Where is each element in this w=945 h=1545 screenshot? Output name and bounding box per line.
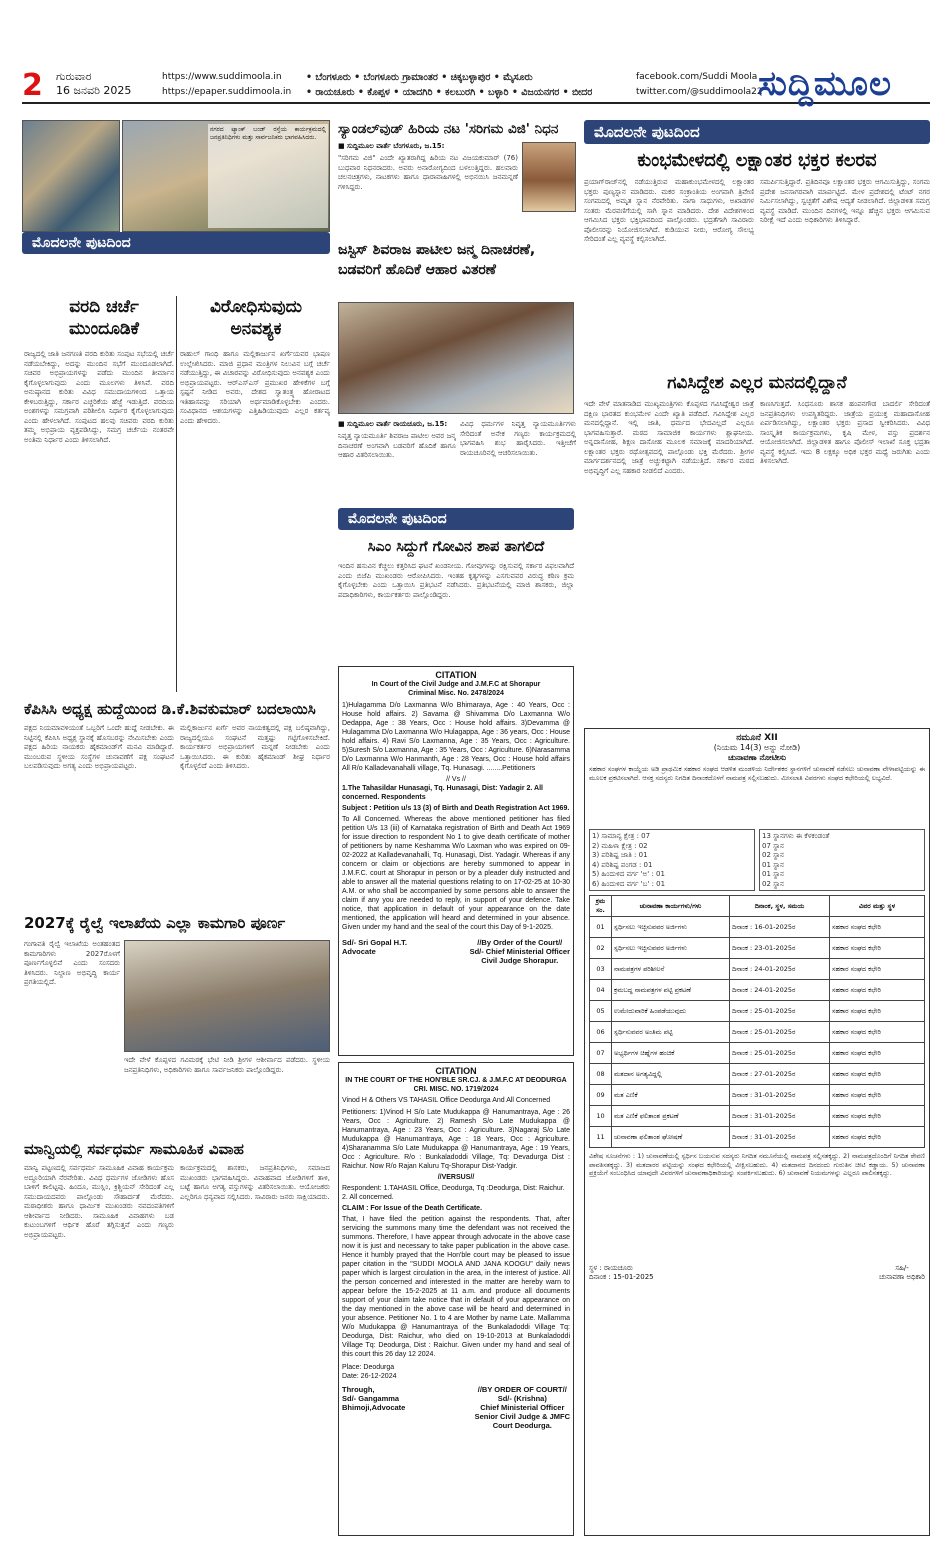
cell-place: ಸಹಕಾರ ಸಂಘದ ಕಛೇರಿ [830, 1106, 925, 1127]
article-body-kumbh-2: ಸಮರ್ಪಿಸುತ್ತಿದ್ದಾರೆ. ಪ್ರತಿದಿನವೂ ಲಕ್ಷಾಂತರ ಭಕ್ತರು ಆಗಮಿಸುತ್ತಿದ್ದು, ಸಂಗಮ ಪ್ರದೇಶ ಜನಸಾಗರವಾಗಿ ಮಾರ್ಪಟ್ಟಿದೆ. ಮೇಳ ಪ್ರದೇಶದಲ್ಲಿ ಟೆಂಟ್ ನಗರ ನಿರ್ಮಿಸಲಾಗಿದ್ದು, ಸ್ವಚ್ಛತೆಗೆ ವಿಶೇಷ ಆದ್ಯತೆ ನೀಡಲಾಗಿದೆ. ಜಿಲ್ಲಾಡಳಿತ ಸಮಗ್ರ ವ್ಯವಸ್ಥೆ ಮಾಡಿದೆ. ಮುಂದಿನ ದಿನಗಳಲ್ಲಿ ಇನ್ನೂ ಹೆಚ್ಚಿನ ಭಕ್ತರು ಆಗಮಿಸುವ ನಿರೀಕ್ಷೆ ಇದೆ ಎಂದು ಅಧಿಕಾರಿಗಳು ತಿಳಿಸಿದ್ದಾರೆ. [760, 178, 930, 224]
website-links [162, 70, 291, 100]
notice-rule: (ನಿಯಮ 14(3) ಅನ್ನು ನೋಡಿ) [713, 743, 801, 752]
section-banner-left: ಮೊದಲನೇ ಪುಟದಿಂದ [22, 232, 330, 254]
cell-serial: 01 [590, 917, 612, 938]
railway-event-photo [124, 940, 330, 1052]
citation2-petitioners: Petitioners: 1)Vinod H S/o Late Mudukappa @ Hanumantraya, Age : 26 Years, Occ : Agriculture. 2) Ramesh S/o Late Mudukappa @ Hanumantraya, Age : 23 Years, Occ : Agriculture. 3)Nagaraj S/o Late Mudukappa @ Hanumantraya, Age : 18 Years, Occ : Agriculture. 4)Sharanamma S/o Late Mudukappa @ Hanumantraya, Age : 19 Years, Occ : Agriculture. R/o : Bunkaladoddi Village, Tq: Devadurga Dist : Raichur. Now R/o Rajan Kaluru Tq-Shorapur Dist-Yadgir. [342, 1109, 570, 1170]
cell-date: ದಿನಾಂಕ : 25-01-2025ರ [730, 1001, 830, 1022]
article-body-marriage-2: ಕಾರ್ಯಕ್ರಮದಲ್ಲಿ ಶಾಸಕರು, ಜನಪ್ರತಿನಿಧಿಗಳು, ಸಮಾಜದ ಮುಖಂಡರು ಭಾಗವಹಿಸಿದ್ದರು. ವಿವಾಹವಾದ ಜೋಡಿಗಳಿಗೆ ತಾಳಿ, ಬಟ್ಟೆ ಹಾಗೂ ಅಗತ್ಯ ವಸ್ತುಗಳನ್ನು ವಿತರಿಸಲಾಯಿತು. ಆಯೋಜಕರು ಎಲ್ಲರಿಗೂ ಧನ್ಯವಾದ ಸಲ್ಲಿಸಿದರು. ಸಾವಿರಾರು ಜನರು ಸಾಕ್ಷಿಯಾದರು. [180, 1164, 330, 1201]
table-row [590, 1064, 925, 1085]
issue-day: ಗುರುವಾರ [56, 70, 92, 83]
table-row [590, 959, 925, 980]
table-row [590, 917, 925, 938]
article-body-obituary: "ಸರಿಗಮ ವಿಜಿ" ಎಂದೇ ಖ್ಯಾತರಾಗಿದ್ದ ಹಿರಿಯ ನಟ ವಿಜಯಕುಮಾರ್ (76) ಬುಧವಾರ ನಿಧನರಾದರು. ಅವರು ಅನಾರೋಗ್ಯದಿಂದ ಬಳಲುತ್ತಿದ್ದರು. ಹಲವಾರು ಚಲನಚಿತ್ರಗಳು, ನಾಟಕಗಳು ಹಾಗೂ ಧಾರಾವಾಹಿಗಳಲ್ಲಿ ಅಭಿನಯಿಸಿ ಜನಮನ್ನಣೆ ಗಳಿಸಿದ್ದರು. [338, 154, 518, 191]
cell-place: ಸಹಕಾರ ಸಂಘದ ಕಛೇರಿ [830, 1085, 925, 1106]
cell-place: ಸಹಕಾರ ಸಂಘದ ಕಛೇರಿ [830, 917, 925, 938]
citation2-place-date: Place: Deodurga Date: 26-12-2024 [342, 1364, 397, 1380]
cell-date: ದಿನಾಂಕ : 27-01-2025ರ [730, 1064, 830, 1085]
col-serial: ಕ್ರಮ ಸಂ. [590, 896, 612, 917]
notice-reservation-box: 1) ಸಾಮಾನ್ಯ ಕ್ಷೇತ್ರ : 07 2) ಮಹಿಳಾ ಕ್ಷೇತ್ರ : 02 3) ಪರಿಶಿಷ್ಟ ಜಾತಿ : 01 4) ಪರಿಶಿಷ್ಟ ಪಂಗಡ : 01 5) ಹಿಂದುಳಿದ ವರ್ಗ 'ಅ' : 01 6) ಹಿಂದುಳಿದ ವರ್ಗ 'ಬ' : 01 [589, 829, 755, 891]
citation-notice-deodurga [338, 1062, 574, 1536]
table-row [590, 980, 925, 1001]
cell-date: ದಿನಾಂಕ : 25-01-2025ರ [730, 1043, 830, 1064]
table-header-row [590, 896, 925, 917]
cell-serial: 08 [590, 1064, 612, 1085]
election-notice [584, 728, 930, 1536]
cities-line-2: • ರಾಯಚೂರು • ಕೊಪ್ಪಳ • ಯಾದಗಿರಿ • ಕಲಬುರಗಿ • ಬಳ್ಳಾರಿ • ವಿಜಯನಗರ • ಬೀದರ [306, 87, 593, 98]
citation2-advocate: Through, Sd/- Gangamma Bhimoji,Advocate [342, 1385, 406, 1412]
cell-task: ಮತ ಎಣಿಕೆ ಫಲಿತಾಂಶ ಪ್ರಕಟಣೆ [612, 1106, 730, 1127]
table-row [590, 1043, 925, 1064]
article-body-virodha: ರಾಹುಲ್ ಗಾಂಧಿ ಹಾಗೂ ಮಲ್ಲಿಕಾರ್ಜುನ ಖರ್ಗೆಯವರ ಭಾಷಣ ಉಲ್ಲೇಖಿಸಿದರು. ಮಾಜಿ ಪ್ರಧಾನ ಮಂತ್ರಿಗಳ ನಿಲುವಿನ ಬಗ್ಗೆ ಚರ್ಚೆ ನಡೆಯುತ್ತಿದ್ದು, ಈ ವಿಚಾರವನ್ನು ವಿರೋಧಿಸುವುದು ಅನವಶ್ಯಕ ಎಂದು ಅಭಿಪ್ರಾಯಪಟ್ಟರು. ಆರ್‌ಎಸ್‌ಎಸ್ ಪ್ರಮುಖರ ಹೇಳಿಕೆಗಳ ಬಗ್ಗೆ ಸ್ಪಷ್ಟನೆ ನೀಡಿದ ಅವರು, ದೇಶದ ಸ್ವಾತಂತ್ರ್ಯ ಹೋರಾಟದ ಇತಿಹಾಸವನ್ನು ಸರಿಯಾಗಿ ಅರ್ಥಮಾಡಿಕೊಳ್ಳಬೇಕು ಎಂದರು. ಸಂವಿಧಾನದ ಆಶಯಗಳನ್ನು ಎತ್ತಿಹಿಡಿಯುವುದು ಎಲ್ಲರ ಕರ್ತವ್ಯ ಎಂದು ಹೇಳಿದರು. [180, 350, 330, 425]
cell-place: ಸಹಕಾರ ಸಂಘದ ಕಛೇರಿ [830, 1127, 925, 1148]
citation-notice-shorapur [338, 666, 574, 1056]
headline-obituary: ಸ್ಯಾಂಡಲ್‌ವುಡ್ ಹಿರಿಯ ನಟ 'ಸರಿಗಮ ವಿಜಿ' ನಿಧನ [338, 121, 559, 137]
cell-serial: 02 [590, 938, 612, 959]
headline-kpcc: ಕೆಪಿಸಿಸಿ ಅಧ್ಯಕ್ಷ ಹುದ್ದೆಯಿಂದ ಡಿ.ಕೆ.ಶಿವಕುಮಾರ್ ಬದಲಾಯಿಸಿ [24, 700, 316, 718]
event-photo-left [22, 120, 120, 232]
cell-serial: 06 [590, 1022, 612, 1043]
citation-court-order: //By Order of the Court// Sd/- Chief Ministerial Officer Civil Judge Shorapur. [469, 938, 570, 965]
col-task: ಚುನಾವಣಾ ಕಾರ್ಯಗಳು/ಗಳು [612, 896, 730, 917]
cell-task: ಚುನಾವಣಾ ಫಲಿತಾಂಶ ಘೋಷಣೆ [612, 1127, 730, 1148]
citation-vs: // Vs // [446, 776, 466, 783]
article-body-varadi: ರಾಜ್ಯದಲ್ಲಿ ಜಾತಿ ಜನಗಣತಿ ವರದಿ ಕುರಿತು ಸಂಪುಟ ಸಭೆಯಲ್ಲಿ ಚರ್ಚೆ ನಡೆಯಬೇಕಿದ್ದು, ಅದನ್ನು ಮುಂದಿನ ಸಭೆಗೆ ಮುಂದೂಡಲಾಗಿದೆ. ಸಚಿವರ ಅಭಿಪ್ರಾಯಗಳನ್ನು ಪಡೆದು ಮುಂದಿನ ತೀರ್ಮಾನ ಕೈಗೊಳ್ಳಲಾಗುವುದು ಎಂದು ಮೂಲಗಳು ತಿಳಿಸಿವೆ. ವರದಿ ಅನುಷ್ಠಾನದ ಕುರಿತು ವಿವಿಧ ಸಮುದಾಯಗಳಿಂದ ಒತ್ತಾಯ ಕೇಳಿಬರುತ್ತಿದ್ದು, ಸರ್ಕಾರ ಎಚ್ಚರಿಕೆಯ ಹೆಜ್ಜೆ ಇಡುತ್ತಿದೆ. ವರದಿಯ ಅಂಶಗಳನ್ನು ಸಮಗ್ರವಾಗಿ ಪರಿಶೀಲಿಸಿ ನಿರ್ಧಾರ ಕೈಗೊಳ್ಳಲಾಗುವುದು ಎಂದು ಹೇಳಲಾಗಿದೆ. ಸಂಪುಟದ ಹಲವು ಸಚಿವರು ವರದಿ ಕುರಿತು ತಮ್ಮ ಅಭಿಪ್ರಾಯ ವ್ಯಕ್ತಪಡಿಸಿದ್ದು, ಸಮಗ್ರ ಚರ್ಚೆಯ ನಂತರವೇ ಅಂತಿಮ ನಿರ್ಧಾರ ಎಂದು ತಿಳಿಸಲಾಗಿದೆ. [24, 350, 174, 444]
citation-advocate: Sd/- Sri Gopal H.T. Advocate [342, 938, 408, 956]
citation2-parties: Vinod H & Others VS TAHASIL Office Deodurga And All Concerned [342, 1097, 551, 1104]
citation2-claim: CLAIM : For Issue of the Death Certificate. [342, 1205, 483, 1212]
citation2-case-number: CRI. MISC. NO. 1719/2024 [413, 1086, 499, 1093]
cell-task: ಮತದಾನ ಅಗತ್ಯವಿದ್ದಲ್ಲಿ [612, 1064, 730, 1085]
justice-event-photo [338, 302, 574, 414]
article-body-kpcc-2: ಮಲ್ಲಿಕಾರ್ಜುನ ಖರ್ಗೆ ಅವರ ನಾಯಕತ್ವದಲ್ಲಿ ಪಕ್ಷ ಬಲಿಷ್ಠವಾಗಿದ್ದು, ರಾಜ್ಯದಲ್ಲಿಯೂ ಸಂಘಟನೆ ಮತ್ತಷ್ಟು ಗಟ್ಟಿಗೊಳಿಸಬೇಕಿದೆ. ಕಾರ್ಯಕರ್ತರ ಅಭಿಪ್ರಾಯಗಳಿಗೆ ಮನ್ನಣೆ ನೀಡಬೇಕು ಎಂದು ಒತ್ತಾಯಿಸಿದರು. ಈ ಕುರಿತು ಹೈಕಮಾಂಡ್ ಶೀಘ್ರ ನಿರ್ಧಾರ ಕೈಗೊಳ್ಳಲಿದೆ ಎಂದು ತಿಳಿಸಿದರು. [180, 724, 330, 770]
article-body-kpcc-1: ಪಕ್ಷದ ನಿಯಮಾವಳಿಯಂತೆ ಒಬ್ಬರಿಗೆ ಒಂದೇ ಹುದ್ದೆ ನೀಡಬೇಕು. ಈ ನಿಟ್ಟಿನಲ್ಲಿ ಕೆಪಿಸಿಸಿ ಅಧ್ಯಕ್ಷ ಸ್ಥಾನಕ್ಕೆ ಹೊಸಬರನ್ನು ನೇಮಿಸಬೇಕು ಎಂದು ಪಕ್ಷದ ಹಿರಿಯ ನಾಯಕರು ಹೈಕಮಾಂಡ್‌ಗೆ ಮನವಿ ಮಾಡಿದ್ದಾರೆ. ಮುಂಬರುವ ಸ್ಥಳೀಯ ಸಂಸ್ಥೆಗಳ ಚುನಾವಣೆಗೆ ಪಕ್ಷ ಸಂಘಟನೆ ಬಲಪಡಿಸುವುದು ಅಗತ್ಯ ಎಂದು ಅಭಿಪ್ರಾಯಪಟ್ಟರು. [24, 724, 174, 770]
citation-respondent: 1.The Tahasildar Hunasagi, Tq. Hunasagi, Dist: Yadagir 2. All concerned. Respondents [342, 785, 543, 801]
headline-kumbh: ಕುಂಭಮೇಳದಲ್ಲಿ ಲಕ್ಷಾಂತರ ಭಕ್ತರ ಕಲರವ [637, 150, 877, 171]
citation2-court-order: //BY ORDER OF COURT// Sd/- (Krishna) Chief Ministerial Officer Senior Civil Judge & JMFC Court Deodurga. [474, 1385, 570, 1430]
article-body-railway: ಗಂಗಾವತಿ ರೈಲ್ವೆ ಇಲಾಖೆಯ ಅಂತಹಂತದ ಕಾಮಗಾರಿಗಳು 2027ರೊಳಗೆ ಪೂರ್ಣಗೊಳ್ಳಲಿವೆ ಎಂದು ಸಂಸದರು ತಿಳಿಸಿದರು. ನಿಲ್ದಾಣ ಅಭಿವೃದ್ಧಿ ಕಾರ್ಯ ಪ್ರಗತಿಯಲ್ಲಿದೆ. [24, 940, 120, 986]
cell-task: ನಾಮಪತ್ರಗಳ ಪರಿಶೀಲನೆ [612, 959, 730, 980]
cell-serial: 07 [590, 1043, 612, 1064]
cell-date: ದಿನಾಂಕ : 23-01-2025ರ [730, 938, 830, 959]
cities-line-1: • ಬೆಂಗಳೂರು • ಬೆಂಗಳೂರು ಗ್ರಾಮಾಂತರ • ಚಿಕ್ಕಬಳ್ಳಾಪುರ • ಮೈಸೂರು [306, 72, 533, 83]
election-schedule-table [589, 895, 925, 1148]
facebook-link[interactable]: facebook.com/Suddi Moola [636, 72, 758, 82]
article-body-cm: ಇಂದಿನ ಹಸುವಿನ ಕೆಚ್ಚಲು ಕತ್ತರಿಸಿದ ಘಟನೆ ಖಂಡನೀಯ. ಗೋವುಗಳನ್ನು ರಕ್ಷಿಸುವಲ್ಲಿ ಸರ್ಕಾರ ವಿಫಲವಾಗಿದೆ ಎಂದು ಬಿಜೆಪಿ ಮುಖಂಡರು ಆರೋಪಿಸಿದರು. ಇಂತಹ ಕೃತ್ಯಗಳನ್ನು ಎಸಗುವವರ ವಿರುದ್ಧ ಕಠಿಣ ಕ್ರಮ ಕೈಗೊಳ್ಳಬೇಕು ಎಂದು ಒತ್ತಾಯಿಸಿ ಪ್ರತಿಭಟನೆ ನಡೆಸಿದರು. ಪ್ರತಿಭಟನೆಯಲ್ಲಿ ಮಾಜಿ ಶಾಸಕರು, ಜಿಲ್ಲಾ ಪದಾಧಿಕಾರಿಗಳು, ಕಾರ್ಯಕರ್ತರು ಪಾಲ್ಗೊಂಡಿದ್ದರು. [338, 562, 574, 599]
notice-instructions: ವಿಶೇಷ ಸೂಚನೆಗಳು : 1) ಚುನಾವಣೆಯಲ್ಲಿ ಸ್ಪರ್ಧಿಸ ಬಯಸುವ ಸದಸ್ಯರು ನಿಗದಿತ ನಮೂನೆಯಲ್ಲಿ ನಾಮಪತ್ರ ಸಲ್ಲಿಸತಕ್ಕದ್ದು. 2) ನಾಮಪತ್ರದೊಂದಿಗೆ ನಿಗದಿತ ಠೇವಣಿ ಪಾವತಿಸತಕ್ಕದ್ದು. 3) ಮತದಾರರ ಪಟ್ಟಿಯನ್ನು ಸಂಘದ ಕಛೇರಿಯಲ್ಲಿ ವೀಕ್ಷಿಸಬಹುದು. 4) ಮತದಾನದ ದಿನದಂದು ಗುರುತಿನ ಚೀಟಿ ಕಡ್ಡಾಯ. 5) ಚುನಾವಣಾ ಪ್ರಕ್ರಿಯೆಗೆ ಸಂಬಂಧಿಸಿದ ಯಾವುದೇ ವಿವರಗಳಿಗೆ ಚುನಾವಣಾಧಿಕಾರಿಯನ್ನು ಸಂಪರ್ಕಿಸಬಹುದು. 6) ಚುನಾವಣೆ ನಿಯಮಗಳನ್ನು ಎಲ್ಲರೂ ಪಾಲಿಸತಕ್ಕದ್ದು. [589, 1152, 925, 1177]
article-body-gavisiddesha-1: ಇದೇ ವೇಳೆ ಮಾತನಾಡಿದ ಮುಖ್ಯಮಂತ್ರಿಗಳು ಕೊಪ್ಪಳದ ಗವಿಸಿದ್ದೇಶ್ವರ ಜಾತ್ರೆ ದಕ್ಷಿಣ ಭಾರತದ ಕುಂಭಮೇಳ ಎಂದೇ ಖ್ಯಾತಿ ಪಡೆದಿದೆ. ಗವಿಸಿದ್ದೇಶ ಎಲ್ಲರ ಮನದಲ್ಲಿದ್ದಾನೆ. ಇಲ್ಲಿ ಜಾತಿ, ಧರ್ಮದ ಭೇದವಿಲ್ಲದೆ ಎಲ್ಲರೂ ಭಾಗವಹಿಸುತ್ತಾರೆ. ಮಠದ ಸಾಮಾಜಿಕ ಕಾರ್ಯಗಳು ಶ್ಲಾಘನೀಯ. ಅನ್ನದಾಸೋಹ, ಶಿಕ್ಷಣ ದಾಸೋಹ ಮೂಲಕ ಸಮಾಜಕ್ಕೆ ಮಾದರಿಯಾಗಿದೆ. ಲಕ್ಷಾಂತರ ಭಕ್ತರು ರಥೋತ್ಸವದಲ್ಲಿ ಪಾಲ್ಗೊಂಡು ಭಕ್ತಿ ಮೆರೆದರು. ಶ್ರೀಗಳ ಮಾರ್ಗದರ್ಶನದಲ್ಲಿ ಜಾತ್ರೆ ಅಚ್ಚುಕಟ್ಟಾಗಿ ನಡೆಯುತ್ತಿದೆ. ಸರ್ಕಾರ ಮಠದ ಅಭಿವೃದ್ಧಿಗೆ ಎಲ್ಲ ಸಹಕಾರ ನೀಡಲಿದೆ ಎಂದರು. [584, 400, 754, 475]
article-body-justice-1: ನಿವೃತ್ತ ನ್ಯಾಯಮೂರ್ತಿ ಶಿವರಾಜ ಪಾಟೀಲ ಅವರ ಜನ್ಮ ದಿನಾಚರಣೆ ಅಂಗವಾಗಿ ಬಡವರಿಗೆ ಹೊದಿಕೆ ಹಾಗೂ ಆಹಾರ ವಿತರಿಸಲಾಯಿತು. [338, 432, 456, 459]
edition-cities [306, 70, 592, 100]
notice-signature: ಸಹಿ/- ಚುನಾವಣಾ ಅಧಿಕಾರಿ [879, 1264, 925, 1281]
notice-heading: ಚುನಾವಣಾ ನೋಟೀಸು [727, 753, 787, 762]
headline-justice: ಜಸ್ಟಿಸ್ ಶಿವರಾಜ ಪಾಟೀಲ ಜನ್ಮ ದಿನಾಚರಣೆ, ಬಡವರಿಗೆ ಹೊದಿಕೆ ಆಹಾರ ವಿತರಣೆ [338, 242, 536, 278]
photo-caption: ನಗರದ ಟ್ಯಾಂಕ್ ಬಂಡ್ ರಸ್ತೆಯ ಕಾರ್ಯಕ್ರಮದಲ್ಲಿ ಜನಪ್ರತಿನಿಧಿಗಳು ಮತ್ತು ಸಾರ್ವಜನಿಕರು ಭಾಗವಹಿಸಿದರು. [208, 124, 328, 228]
cell-serial: 05 [590, 1001, 612, 1022]
headline-gavisiddesha: ಗವಿಸಿದ್ದೇಶ ಎಲ್ಲರ ಮನದಲ್ಲಿದ್ದಾನೆ [667, 373, 847, 393]
citation-subject: Subject : Petition u/s 13 (3) of Birth and Death Registration Act 1969. [342, 805, 570, 812]
article-body-railway-2: ಇದೇ ವೇಳೆ ಕೊಪ್ಪಳದ ಗವಿಮಠಕ್ಕೆ ಭೇಟಿ ನೀಡಿ ಶ್ರೀಗಳ ಆಶೀರ್ವಾದ ಪಡೆದರು. ಸ್ಥಳೀಯ ಜನಪ್ರತಿನಿಧಿಗಳು, ಅಧಿಕಾರಿಗಳು ಹಾಗೂ ಸಾರ್ವಜನಿಕರು ಪಾಲ್ಗೊಂಡಿದ್ದರು. [124, 1056, 330, 1074]
cell-serial: 03 [590, 959, 612, 980]
headline-railway: 2027ಕ್ಕೆ ರೈಲ್ವೆ ಇಲಾಖೆಯ ಎಲ್ಲಾ ಕಾಮಗಾರಿ ಪೂರ್ಣ [24, 914, 286, 932]
col-date: ದಿನಾಂಕ, ಸ್ಥಳ, ಸಮಯ [730, 896, 830, 917]
cell-serial: 04 [590, 980, 612, 1001]
cell-date: ದಿನಾಂಕ : 31-01-2025ರ [730, 1127, 830, 1148]
cell-task: ಸ್ಪರ್ಧಿಸುವವರ ಅಂತಿಮ ಪಟ್ಟಿ [612, 1022, 730, 1043]
citation2-versus: //VERSUS// [437, 1174, 475, 1181]
section-banner-right: ಮೊದಲನೇ ಪುಟದಿಂದ [584, 120, 930, 144]
article-body-justice-2: ವಿವಿಧ ಧರ್ಮಗಳ ನಿವೃತ್ತ ನ್ಯಾಯಮೂರ್ತಿಗಳು ಸೇರಿದಂತೆ ಅನೇಕ ಗಣ್ಯರು ಕಾರ್ಯಕ್ರಮದಲ್ಲಿ ಭಾಗವಹಿಸಿ ಶುಭ ಹಾರೈಸಿದರು. ಇತ್ತೀಚೆಗೆ ರಾಯಚೂರಿನಲ್ಲಿ ಆಚರಿಸಲಾಯಿತು. [460, 420, 576, 457]
cell-serial: 09 [590, 1085, 612, 1106]
col-place: ವಿವರ ಮತ್ತು ಸ್ಥಳ [830, 896, 925, 917]
citation-body: To All Concerned. Whereas the above mentioned petitioner has filed petition U/s 13 (iii) of Karnataka registration of Birth and Death Act 1969 for issue direction to respondent No 1 to give death certificate of mother of petitioners by name Keshamma W/o Laxman who was expired on 09-02-2022 at Kalladevanahalli, Tq. Hunasagi, Dist. Yadagir. Whereas if any concern or claim or objections are hereby summoned to appear in J.M.F.C. court at Shorapur in person or by a pleader duly instructed and able to answer all the material questions relating to on 17-02-25 at 10-30 A.M. or who shall be accompanied by some persons able to answer the claim if any you are needed to reply, in support of your defence. Take notice, that application in default of your appearance on the date mentioned, the application will heard and determined in your absence. Given under my hand and the seal of the court this Day of 9-1-2025. [342, 816, 570, 931]
citation-petitioners: 1)Hulagamma D/o Laxmanna W/o Bhimaraya, Age : 40 Years, Occ : House hold affairs. 2) Savama @ Shivamma D/o Laxmanna W/o Dedappa, Age : 38 Years, Occ : House hold affairs. 3)Devamma @ Hulagamma D/o Laxmanna W/o Hulagappa, Age : 36 years, Occ : House hold affairs. 4) Ravi S/o Laxmanna, Age : 35 Years, Occ : Agriculture. 5)Suresh S/o Laxmanna, Age : 35 Years, Occ : Agriculture. 6)Narasamma D/o Laxmanna W/o Hanmanth, Age : 28 Years, Occ : House hold affairs All R/o Kalladevanahalli village, Tq. Hunasagi. ........Petitioners [342, 702, 571, 772]
table-row [590, 1022, 925, 1043]
citation2-body: That, I have filed the petition against the respondents. That, after servicing the summons many time the defendant was not received the summons. Therefore, I have appear through advocate in the above case now it is just and necessary to take paper publication in the above case. Hence it humbly prayed that the Hon'ble court may be pleased to issue paper citation in the "SUDDI MOOLA AND JANA KOOGU" daily news paper which is largest circulation in the area, in the interest of justice. All the person concerned and interested in the matter are hereby warn to appear before the 15-2-2025 at 11 a.m. and produce all documents support of your claim take notice that in default of your appearance on the day mentioned in the above case will be heard and determined in your absence. Petitioner No. 1 to 4 are Mother by name Late. Mallamma W/o Mudukappa @ Hanumantraya of the Bunkaladoddi Village Tq: Deodurga, Dist: Raichur, who died on 19-10-2013 at Bunkaladoddi Village Tq: Deodurga, Dist : Raichur. Given under my hand and seal of this court this 26 day 12 2024. [342, 1216, 570, 1358]
cell-task: ಸ್ಪರ್ಧಿಸಲು ಇಚ್ಛಿಸುವವರ ಅರ್ಜಿಗಳು [612, 938, 730, 959]
notice-seats-box: 13 ಸ್ಥಾನಗಳು ಈ ಕೆಳಕಂಡಂತೆ 07 ಸ್ಥಾನ 02 ಸ್ಥಾನ 01 ಸ್ಥಾನ 01 ಸ್ಥಾನ 02 ಸ್ಥಾನ [759, 829, 925, 891]
citation-court: In Court of the Civil Judge and J.M.F.C at Shorapur [371, 681, 541, 688]
notice-intro: ಸಹಕಾರ ಸಂಘಗಳ ಕಾಯ್ದೆಯ ಅಡಿ ಪ್ರಾಥಮಿಕ ಸಹಕಾರ ಸಂಘದ ಆಡಳಿತ ಮಂಡಳಿಯ ನಿರ್ದೇಶಕರ ಸ್ಥಾನಗಳಿಗೆ ಚುನಾವಣೆ ನಡೆಸಲು ಚುನಾವಣಾ ವೇಳಾಪಟ್ಟಿಯನ್ನು ಈ ಮೂಲಕ ಪ್ರಕಟಿಸಲಾಗಿದೆ. ಆಸಕ್ತ ಸದಸ್ಯರು ನಿಗದಿತ ದಿನಾಂಕದೊಳಗೆ ನಾಮಪತ್ರ ಸಲ್ಲಿಸಬಹುದು. ಮೀಸಲಾತಿ ವಿವರಗಳು ಸಂಘದ ಕಛೇರಿಯಲ್ಲಿ ಲಭ್ಯವಿದೆ. [589, 765, 925, 782]
issue-date [56, 70, 131, 98]
citation-title: CITATION [435, 670, 477, 680]
cell-date: ದಿನಾಂಕ : 25-01-2025ರ [730, 1022, 830, 1043]
byline-obituary: ■ ಸುದ್ದಿಮೂಲ ವಾರ್ತೆ ಬೆಂಗಳೂರು, ಜ.15: [338, 142, 445, 150]
cell-place: ಸಹಕಾರ ಸಂಘದ ಕಛೇರಿ [830, 980, 925, 1001]
headline-varadi: ವರದಿ ಚರ್ಚೆ ಮುಂದೂಡಿಕೆ [69, 297, 139, 339]
cell-task: ಉಮೇದುವಾರಿಕೆ ಹಿಂಪಡೆಯುವುದು [612, 1001, 730, 1022]
cell-place: ಸಹಕಾರ ಸಂಘದ ಕಛೇರಿ [830, 1022, 925, 1043]
cell-serial: 10 [590, 1106, 612, 1127]
table-row [590, 1106, 925, 1127]
table-row [590, 1085, 925, 1106]
section-banner-mid: ಮೊದಲನೇ ಪುಟದಿಂದ [338, 508, 574, 530]
table-row [590, 1127, 925, 1148]
cell-date: ದಿನಾಂಕ : 24-01-2025ರ [730, 980, 830, 1001]
cell-date: ದಿನಾಂಕ : 31-01-2025ರ [730, 1106, 830, 1127]
notice-date: ದಿನಾಂಕ : 15-01-2025 [589, 1273, 654, 1281]
cell-place: ಸಹಕಾರ ಸಂಘದ ಕಛೇರಿ [830, 1064, 925, 1085]
actor-photo [522, 142, 576, 212]
cell-task: ಮತ ಎಣಿಕೆ [612, 1085, 730, 1106]
citation2-respondent: Respondent: 1.TAHASIL Office, Deodurga, Tq :Deodurga, Dist: Raichur. 2. All concerned. [342, 1185, 565, 1201]
column-divider [176, 296, 177, 692]
cell-date: ದಿನಾಂಕ : 31-01-2025ರ [730, 1085, 830, 1106]
citation-case-number: Criminal Misc. No. 2478/2024 [408, 690, 504, 697]
citation2-court: IN THE COURT OF THE HON'BLE SR.CJ. & J.M.F.C AT DEODURGA [345, 1077, 567, 1084]
article-body-marriage-1: ಮಾನ್ವಿ ಪಟ್ಟಣದಲ್ಲಿ ಸರ್ವಧರ್ಮ ಸಾಮೂಹಿಕ ವಿವಾಹ ಕಾರ್ಯಕ್ರಮ ಅದ್ದೂರಿಯಾಗಿ ನೆರವೇರಿತು. ವಿವಿಧ ಧರ್ಮಗಳ ಜೋಡಿಗಳು ಹೊಸ ಬಾಳಿಗೆ ಕಾಲಿಟ್ಟವು. ಹಿಂದೂ, ಮುಸ್ಲಿಂ, ಕ್ರಿಶ್ಚಿಯನ್ ಸೇರಿದಂತೆ ಎಲ್ಲ ಸಮುದಾಯದವರು ಪಾಲ್ಗೊಂಡು ಸೌಹಾರ್ದತೆ ಮೆರೆದರು. ಮಠಾಧೀಶರು ಹಾಗೂ ಧಾರ್ಮಿಕ ಮುಖಂಡರು ನವದಂಪತಿಗಳಿಗೆ ಆಶೀರ್ವಾದ ನೀಡಿದರು. ಸಾಮೂಹಿಕ ವಿವಾಹಗಳು ಬಡ ಕುಟುಂಬಗಳಿಗೆ ಆರ್ಥಿಕ ಹೊರೆ ತಗ್ಗಿಸುತ್ತವೆ ಎಂದು ಗಣ್ಯರು ಅಭಿಪ್ರಾಯಪಟ್ಟರು. [24, 1164, 174, 1239]
headline-marriage: ಮಾನ್ವಿಯಲ್ಲಿ ಸರ್ವಧರ್ಮ ಸಾಮೂಹಿಕ ವಿವಾಹ [24, 1140, 244, 1158]
citation2-title: CITATION [435, 1066, 477, 1076]
notice-form-title: ನಮೂನೆ XII [736, 733, 778, 743]
twitter-link[interactable]: twitter.com/@suddimoola22 [636, 87, 763, 97]
cell-date: ದಿನಾಂಕ : 16-01-2025ರ [730, 917, 830, 938]
cell-place: ಸಹಕಾರ ಸಂಘದ ಕಛೇರಿ [830, 959, 925, 980]
headline-cm: ಸಿಎಂ ಸಿದ್ದುಗೆ ಗೋವಿನ ಶಾಪ ತಾಗಲಿದೆ [367, 539, 545, 555]
cell-place: ಸಹಕಾರ ಸಂಘದ ಕಛೇರಿ [830, 1043, 925, 1064]
cell-task: ಅಭ್ಯರ್ಥಿಗಳ ಚಿಹ್ನೆಗಳ ಹಂಚಿಕೆ [612, 1043, 730, 1064]
article-body-kumbh-1: ಪ್ರಯಾಗ್‌ರಾಜ್‌ನಲ್ಲಿ ನಡೆಯುತ್ತಿರುವ ಮಹಾಕುಂಭಮೇಳದಲ್ಲಿ ಲಕ್ಷಾಂತರ ಭಕ್ತರು ಪುಣ್ಯಸ್ನಾನ ಮಾಡಿದರು. ಮಕರ ಸಂಕ್ರಾಂತಿಯ ಅಂಗವಾಗಿ ತ್ರಿವೇಣಿ ಸಂಗಮದಲ್ಲಿ ಅಮೃತ ಸ್ನಾನ ನೆರವೇರಿತು. ನಾಗಾ ಸಾಧುಗಳು, ಅಖಾಡಗಳ ಸಂತರು ಮೆರವಣಿಗೆಯಲ್ಲಿ ಸಾಗಿ ಸ್ನಾನ ಮಾಡಿದರು. ದೇಶ ವಿದೇಶಗಳಿಂದ ಆಗಮಿಸಿದ ಭಕ್ತರು ಭಕ್ತಿಭಾವದಿಂದ ಪಾಲ್ಗೊಂಡರು. ಭದ್ರತೆಗಾಗಿ ಸಾವಿರಾರು ಪೊಲೀಸರನ್ನು ನಿಯೋಜಿಸಲಾಗಿದೆ. ಕುಡಿಯುವ ನೀರು, ಆರೋಗ್ಯ ಸೌಲಭ್ಯ ಸೇರಿದಂತೆ ಎಲ್ಲ ವ್ಯವಸ್ಥೆ ಕಲ್ಪಿಸಲಾಗಿದೆ. [584, 178, 754, 243]
table-row [590, 1001, 925, 1022]
page-number: 2 [22, 68, 43, 103]
epaper-link[interactable]: https://epaper.suddimoola.in [162, 87, 292, 97]
cell-place: ಸಹಕಾರ ಸಂಘದ ಕಛೇರಿ [830, 938, 925, 959]
cell-serial: 11 [590, 1127, 612, 1148]
headline-virodha: ವಿರೋಧಿಸುವುದು ಅನವಶ್ಯಕ [209, 297, 303, 339]
article-body-gavisiddesha-2: ಕಾಣಸಿಗುತ್ತದೆ. ಸಿಂಧನೂರು ಶಾಸಕ ಹಂಪನಗೌಡ ಬಾದರ್ಲಿ ಸೇರಿದಂತೆ ಜನಪ್ರತಿನಿಧಿಗಳು ಉಪಸ್ಥಿತರಿದ್ದರು. ಜಾತ್ರೆಯ ಪ್ರಯುಕ್ತ ಮಹಾದಾಸೋಹ ಏರ್ಪಡಿಸಲಾಗಿದ್ದು, ಲಕ್ಷಾಂತರ ಭಕ್ತರು ಪ್ರಸಾದ ಸ್ವೀಕರಿಸಿದರು. ವಿವಿಧ ಸಾಂಸ್ಕೃತಿಕ ಕಾರ್ಯಕ್ರಮಗಳು, ಕೃಷಿ ಮೇಳ, ವಸ್ತು ಪ್ರದರ್ಶನ ಆಯೋಜಿಸಲಾಗಿದೆ. ಜಿಲ್ಲಾಡಳಿತ ಹಾಗೂ ಪೊಲೀಸ್ ಇಲಾಖೆ ಸೂಕ್ತ ಭದ್ರತಾ ವ್ಯವಸ್ಥೆ ಕಲ್ಪಿಸಿದೆ. ಇದು 8 ಲಕ್ಷಕ್ಕೂ ಅಧಿಕ ಭಕ್ತರ ಮಧ್ಯೆ ಜರುಗಿತು ಎಂದು ತಿಳಿಸಲಾಗಿದೆ. [760, 400, 930, 465]
cell-date: ದಿನಾಂಕ : 24-01-2025ರ [730, 959, 830, 980]
issue-date-text: 16 ಜನವರಿ 2025 [56, 84, 132, 97]
website-link[interactable]: https://www.suddimoola.in [162, 72, 282, 82]
byline-justice: ■ ಸುದ್ದಿಮೂಲ ವಾರ್ತೆ ರಾಯಚೂರು, ಜ.15: [338, 420, 448, 428]
cell-place: ಸಹಕಾರ ಸಂಘದ ಕಛೇರಿ [830, 1001, 925, 1022]
cell-task: ಕ್ರಮಬದ್ಧ ನಾಮಪತ್ರಗಳ ಪಟ್ಟಿ ಪ್ರಕಟಣೆ [612, 980, 730, 1001]
cell-task: ಸ್ಪರ್ಧಿಸಲು ಇಚ್ಛಿಸುವವರ ಅರ್ಜಿಗಳು [612, 917, 730, 938]
table-row [590, 938, 925, 959]
notice-place: ಸ್ಥಳ : ರಾಯಚೂರು [589, 1264, 633, 1272]
newspaper-logo: ಸುದ್ದಿಮೂಲ [758, 64, 892, 104]
social-links [636, 70, 763, 100]
